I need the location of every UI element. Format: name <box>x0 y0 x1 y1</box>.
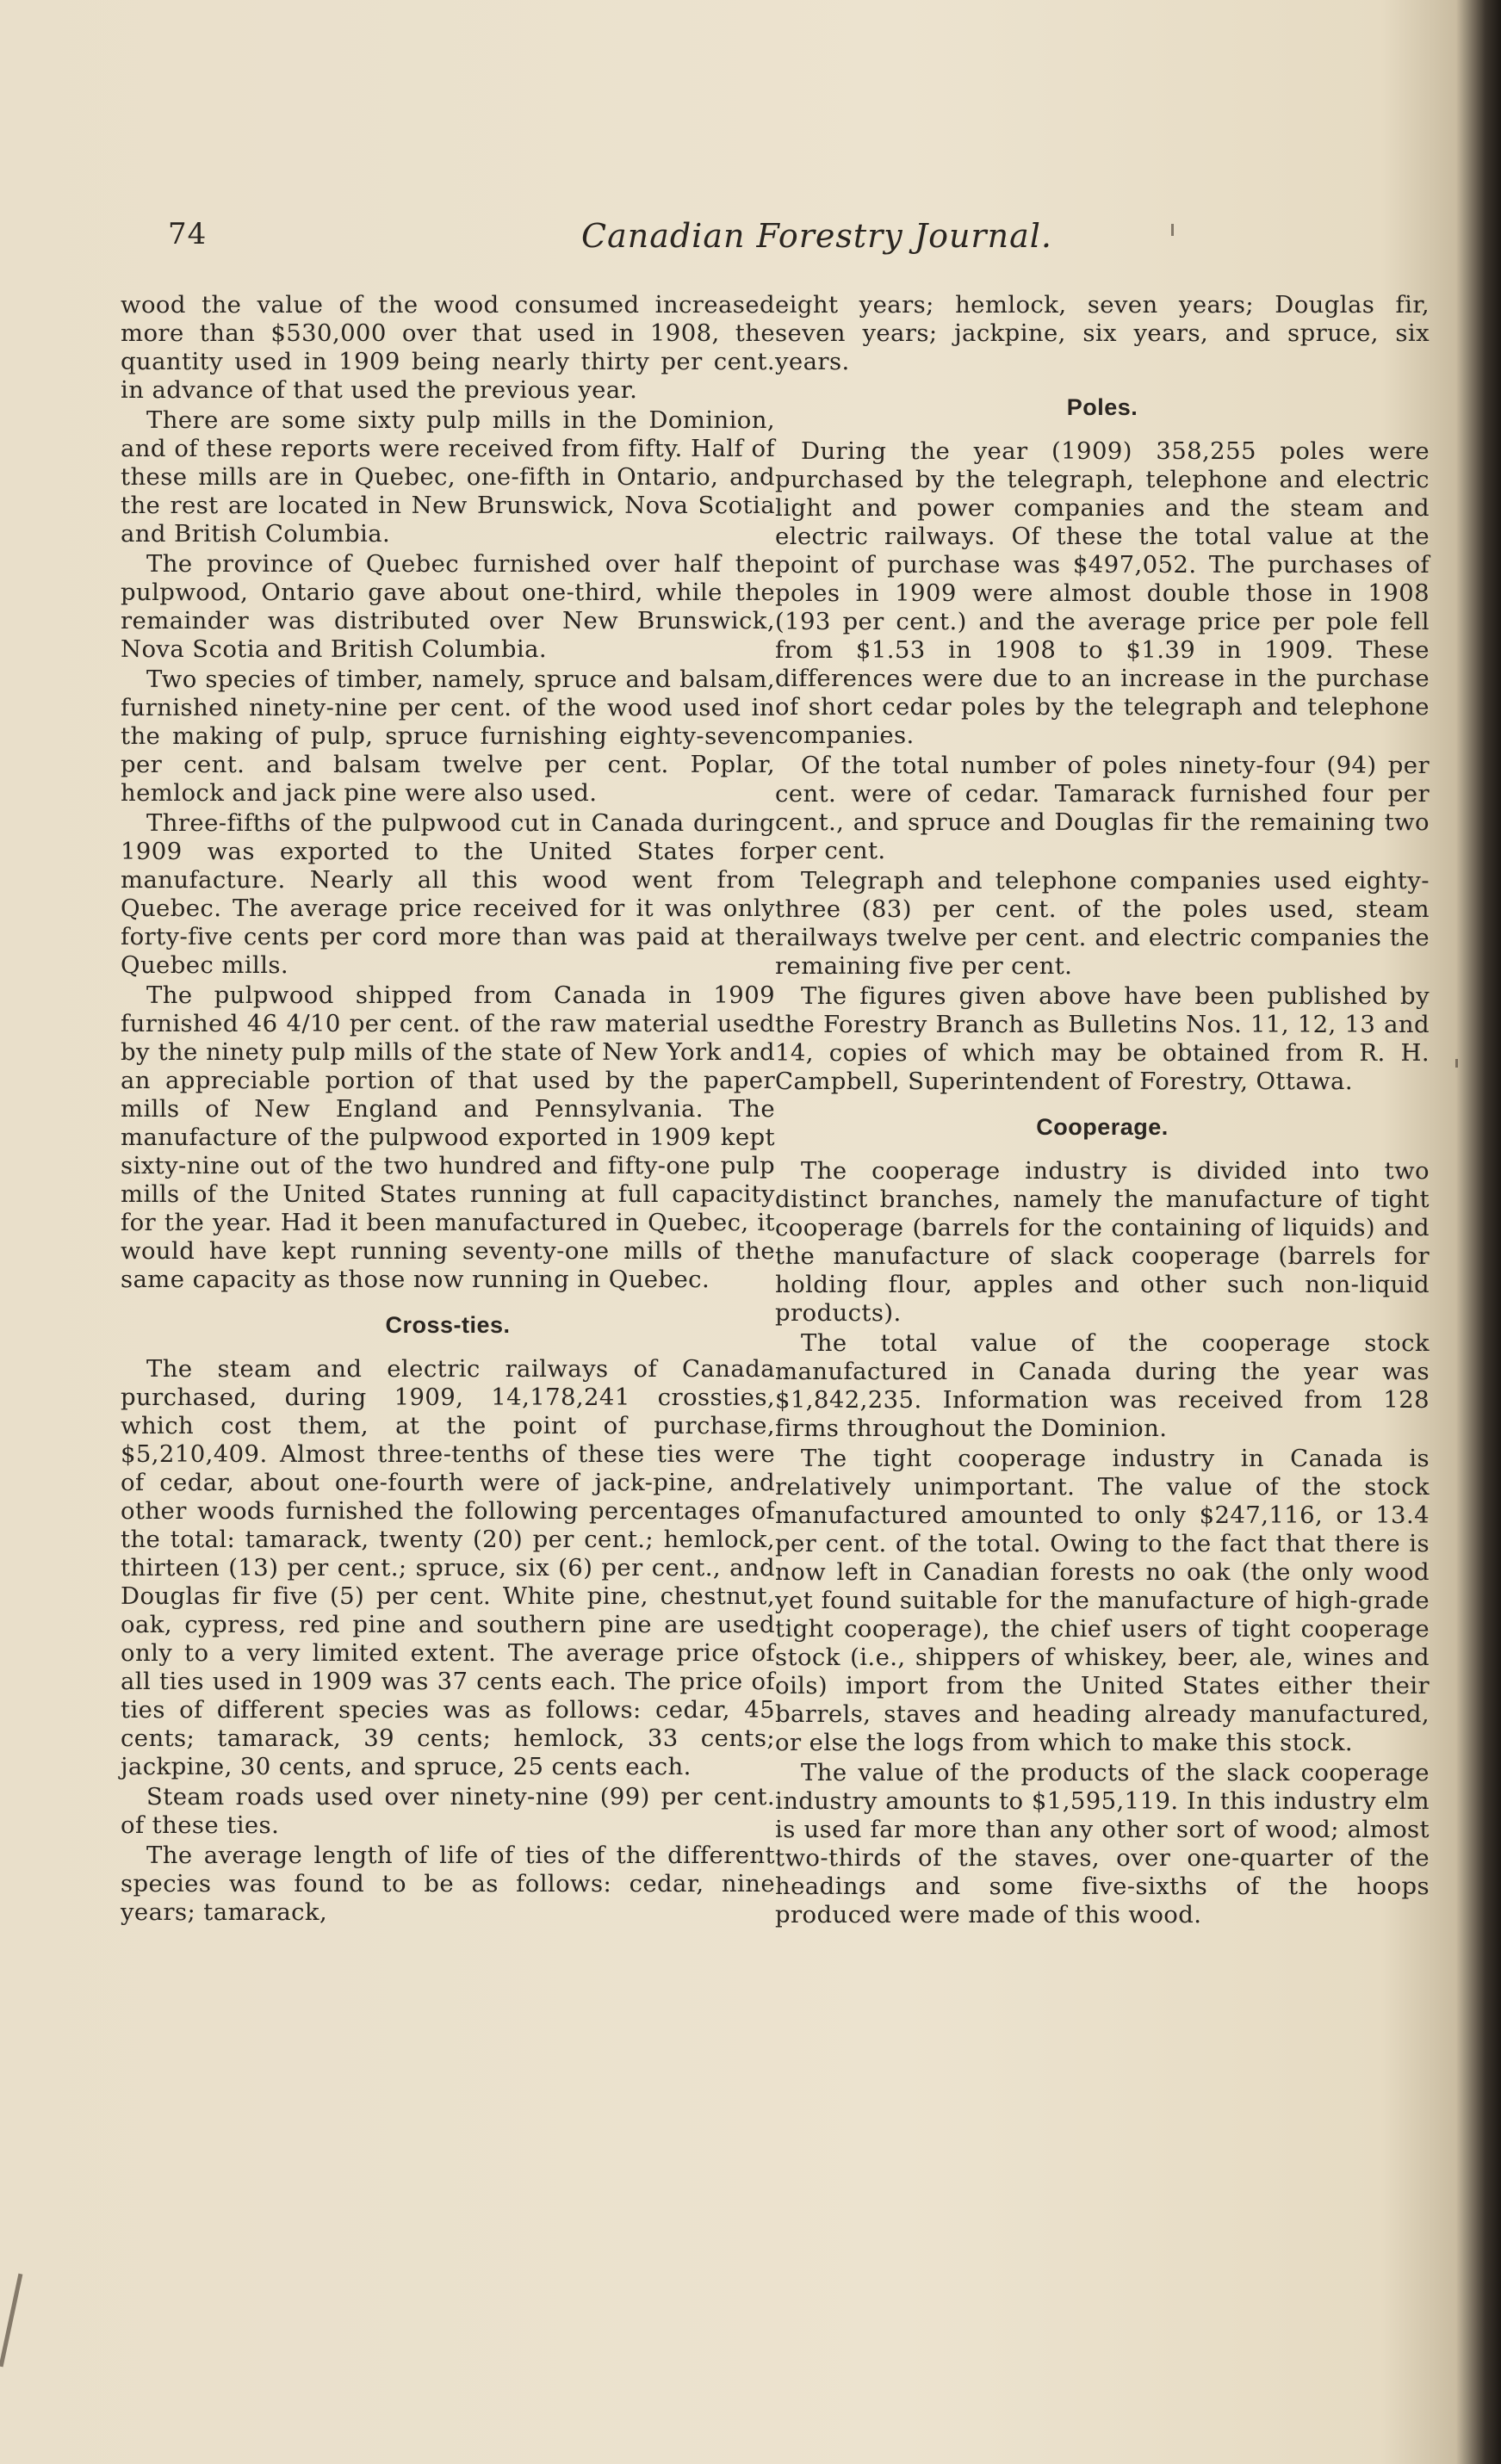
paragraph: wood the value of the wood consumed increased more than $530,000 over that used in 1908, the quantity used in 1909 being nearly thirty per cent. in advance of that used the previous year. <box>121 291 775 404</box>
left-column <box>121 291 775 1928</box>
journal-title: Canadian Forestry Journal. <box>581 217 1052 255</box>
paragraph: The total value of the cooperage stock manufactured in Canada during the year was $1,842,235. Information was received from 128 firms throughout the Dominion. <box>775 1329 1430 1442</box>
paragraph: eight years; hemlock, seven years; Douglas fir, seven years; jackpine, six years, and spruce, six years. <box>775 291 1430 375</box>
paragraph: The pulpwood shipped from Canada in 1909 furnished 46 4/10 per cent. of the raw material used by the ninety pulp mills of the state of New York and an appreciable portion of that used by the paper mills of New England and Pennsylvania. The manufacture of the pulpwood exported in 1909 kept sixty-nine out of the two hundred and fifty-one pulp mills of the United States running at full capacity for the year. Had it been manufactured in Quebec, it would have kept running seventy-one mills of the same capacity as those now running in Quebec. <box>121 981 775 1293</box>
paragraph: The average length of life of ties of the different species was found to be as follows: cedar, nine years; tamarack, <box>121 1842 775 1926</box>
paragraph: The steam and electric railways of Canada purchased, during 1909, 14,178,241 crossties, which cost them, at the point of purchase, $5,210,409. Almost three-tenths of these ties were of cedar, about one-fourth were of jack-pine, and other woods furnished the following percentages of the total: tamarack, twenty (20) per cent.; hemlock, thirteen (13) per cent.; spruce, six (6) per cent., and Douglas fir five (5) per cent. White pine, chestnut, oak, cypress, red pine and southern pine are used only to a very limited extent. The average price of all ties used in 1909 was 37 cents each. The price of ties of different species was as follows: cedar, 45 cents; tamarack, 39 cents; hemlock, 33 cents; jackpine, 30 cents, and spruce, 25 cents each. <box>121 1355 775 1780</box>
paragraph: The tight cooperage industry in Canada is relatively unimportant. The value of the stock manufactured amounted to only $247,116, or 13.4 per cent. of the total. Owing to the fact that there is now left in Canadian forests no oak (the only wood yet found suitable for the manufacture of high-grade tight cooperage), the chief users of tight cooperage stock (i.e., shippers of whiskey, beer, ale, wines and oils) import from the United States either their barrels, staves and heading already manufactured, or else the logs from which to make this stock. <box>775 1445 1430 1756</box>
paragraph: Two species of timber, namely, spruce and balsam, furnished ninety-nine per cent. of the wood used in the making of pulp, spruce furnishing eighty-seven per cent. and balsam twelve per cent. Poplar, hemlock and jack pine were also used. <box>121 666 775 807</box>
paragraph: Three-fifths of the pulpwood cut in Canada during 1909 was exported to the United States for manufacture. Nearly all this wood went from Quebec. The average price received for it was only forty-five cents per cord more than was paid at the Quebec mills. <box>121 809 775 979</box>
margin-mark <box>0 2274 22 2368</box>
right-column <box>775 291 1430 1931</box>
paragraph: Of the total number of poles ninety-four (94) per cent. were of cedar. Tamarack furnished four per cent., and spruce and Douglas fir the remaining two per cent. <box>775 752 1430 864</box>
margin-mark <box>1455 1059 1458 1068</box>
paragraph: There are some sixty pulp mills in the Dominion, and of these reports were received from fifty. Half of these mills are in Quebec, one-fifth in Ontario, and the rest are located in New Brunswick, Nova Scotia and British Columbia. <box>121 406 775 548</box>
paragraph: The province of Quebec furnished over half the pulpwood, Ontario gave about one-third, while the remainder was distributed over New Brunswick, Nova Scotia and British Columbia. <box>121 550 775 663</box>
page-header <box>168 217 1501 269</box>
paragraph: During the year (1909) 358,255 poles were purchased by the telegraph, telephone and electric light and power companies and the steam and electric railways. Of these the total value at the point of purchase was $497,052. The purchases of poles in 1909 were almost double those in 1908 (193 per cent.) and the average price per pole fell from $1.53 in 1908 to $1.39 in 1909. These differences were due to an increase in the purchase of short cedar poles by the telegraph and telephone companies. <box>775 437 1430 749</box>
paragraph: The figures given above have been published by the Forestry Branch as Bulletins Nos. 11, 12, 13 and 14, copies of which may be obtained from R. H. Campbell, Superintendent of Forestry, Ottawa. <box>775 982 1430 1095</box>
section-heading-cooperage: Cooperage. <box>1036 1114 1169 1140</box>
section-heading-poles: Poles. <box>1066 394 1138 420</box>
paragraph: The cooperage industry is divided into two distinct branches, namely the manufacture of tight cooperage (barrels for the containing of liquids) and the manufacture of slack cooperage (barrels for holding flour, apples and other such non-liquid products). <box>775 1157 1430 1327</box>
paragraph: The value of the products of the slack cooperage industry amounts to $1,595,119. In this industry elm is used far more than any other sort of wood; almost two-thirds of the staves, over one-quarter of the headings and some five-sixths of the hoops produced were made of this wood. <box>775 1759 1430 1928</box>
page-number: 74 <box>168 217 208 251</box>
section-heading-cross-ties: Cross-ties. <box>385 1312 511 1338</box>
paragraph: Telegraph and telephone companies used eighty-three (83) per cent. of the poles used, steam railways twelve per cent. and electric companies the remaining five per cent. <box>775 867 1430 980</box>
paragraph: Steam roads used over ninety-nine (99) per cent. of these ties. <box>121 1783 775 1839</box>
margin-mark <box>1171 224 1174 236</box>
